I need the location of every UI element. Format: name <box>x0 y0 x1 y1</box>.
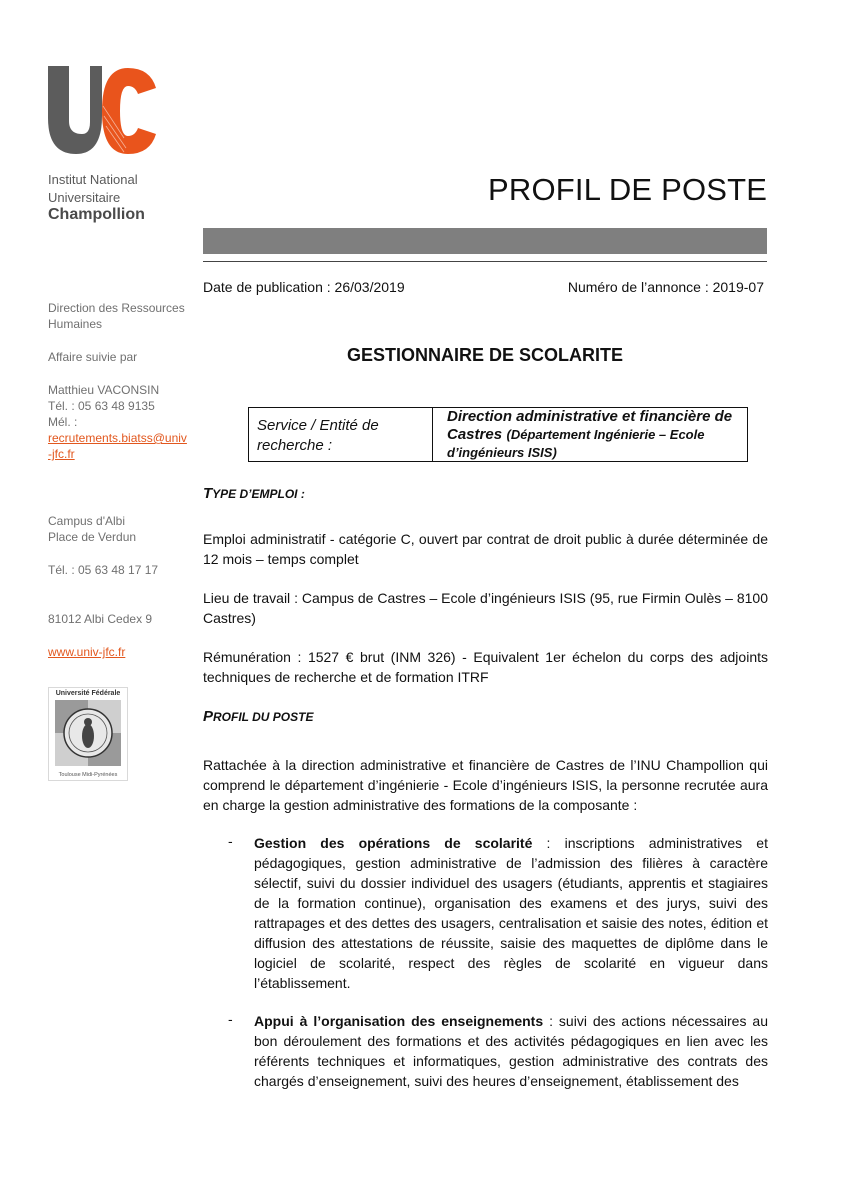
publication-date: Date de publication : 26/03/2019 <box>203 279 405 295</box>
service-value <box>435 408 747 461</box>
bullet-lead: Gestion des opérations de scolarité <box>254 835 533 851</box>
page-title: PROFIL DE POSTE <box>488 172 768 207</box>
universite-federale-badge <box>48 687 128 781</box>
institution-line-1: Institut National <box>48 172 138 187</box>
job-title: GESTIONNAIRE DE SCOLARITE <box>346 345 624 365</box>
website-link[interactable]: www.univ-jfc.fr <box>48 645 126 659</box>
followed-by-label: Affaire suivie par <box>48 350 138 364</box>
contact-name: Matthieu VACONSIN <box>48 383 160 397</box>
postcode-city: 81012 Albi Cedex 9 <box>48 612 153 626</box>
service-label: Service / Entité de recherche : <box>249 408 433 461</box>
service-table <box>248 407 748 462</box>
badge-title: Université Fédérale <box>55 690 121 697</box>
workplace-paragraph: Lieu de travail : Campus de Castres – Ecole d’ingénieurs ISIS (95, rue Firmin Oulès – 8100 Castres) <box>203 590 768 626</box>
bullet-dash: - <box>228 833 233 849</box>
campus-name: Campus d'Albi <box>48 514 125 528</box>
employment-type-paragraph: Emploi administratif - catégorie C, ouvert par contrat de droit public à durée déterminée de 12 mois – temps complet <box>203 531 768 567</box>
salary-paragraph: Rémunération : 1527 € brut (INM 326) - Equivalent 1er échelon du corps des adjoints techniques de recherche et de formation ITRF <box>203 649 768 685</box>
service-value-main: Direction administrative et financière de Castres <box>447 408 733 443</box>
contact-phone: Tél. : 05 63 48 9135 <box>48 399 155 413</box>
institution-line-2: Universitaire <box>48 190 121 205</box>
announcement-number: Numéro de l’annonce : 2019-07 <box>567 279 764 295</box>
section-heading-profil: PROFIL DU POSTE <box>203 708 314 725</box>
bullet-enseignements <box>254 1011 768 1091</box>
profile-intro-paragraph: Rattachée à la direction administrative et financière de Castres de l’INU Champollion qui comprend le département d’ingénierie - Ecole d’ingénieurs ISIS, la personne recrutée aura en charge la gestion administrative des formations de la composante : <box>203 757 768 813</box>
badge-subtitle: Toulouse Midi-Pyrénées <box>58 772 118 778</box>
uc-logo <box>46 66 158 156</box>
bullet-scolarite <box>254 833 768 993</box>
institution-name: Champollion <box>48 206 145 223</box>
email-link[interactable]: recrutements.biatss@univ-jfc.fr <box>48 431 187 461</box>
campus-phone: Tél. : 05 63 48 17 17 <box>48 563 159 577</box>
header-rule <box>203 261 767 262</box>
section-heading-type-emploi: TYPE D’EMPLOI : <box>203 485 305 502</box>
campus-street: Place de Verdun <box>48 530 137 544</box>
bullet-lead: Appui à l’organisation des enseignements <box>254 1013 544 1029</box>
bullet-body: : inscriptions administratives et pédagogiques, gestion administrative de l’admission des filières à caractère sélectif, suivi du dossier individuel des usagers (étudiants, apprentis et stagiaires de la formation continue), organisation des examens et des jurys, suivi des rattrapages et des dettes des usagers, centralisation et saisie des notes, édition et diffusion des attestations de réussite, saisie des maquettes de diplôme dans le logiciel de scolarité, respect des règles de scolarité en vigueur dans l’établissement. <box>254 835 768 991</box>
header-band <box>203 228 767 254</box>
email-label: Mél. : <box>48 415 78 429</box>
department-name: Direction des Ressources Humaines <box>48 301 185 331</box>
service-value-detail: (Département Ingénierie – Ecole d’ingénieurs ISIS) <box>447 427 705 460</box>
bullet-dash: - <box>228 1011 233 1027</box>
seal-icon <box>55 700 121 766</box>
bullet-body: : suivi des actions nécessaires au bon déroulement des formations et des activités pédagogiques en lien avec les référents techniques et informatiques, gestion administrative des contrats des chargés d’enseignement, suivi des heures d’enseignement, établissement des <box>254 1013 768 1089</box>
